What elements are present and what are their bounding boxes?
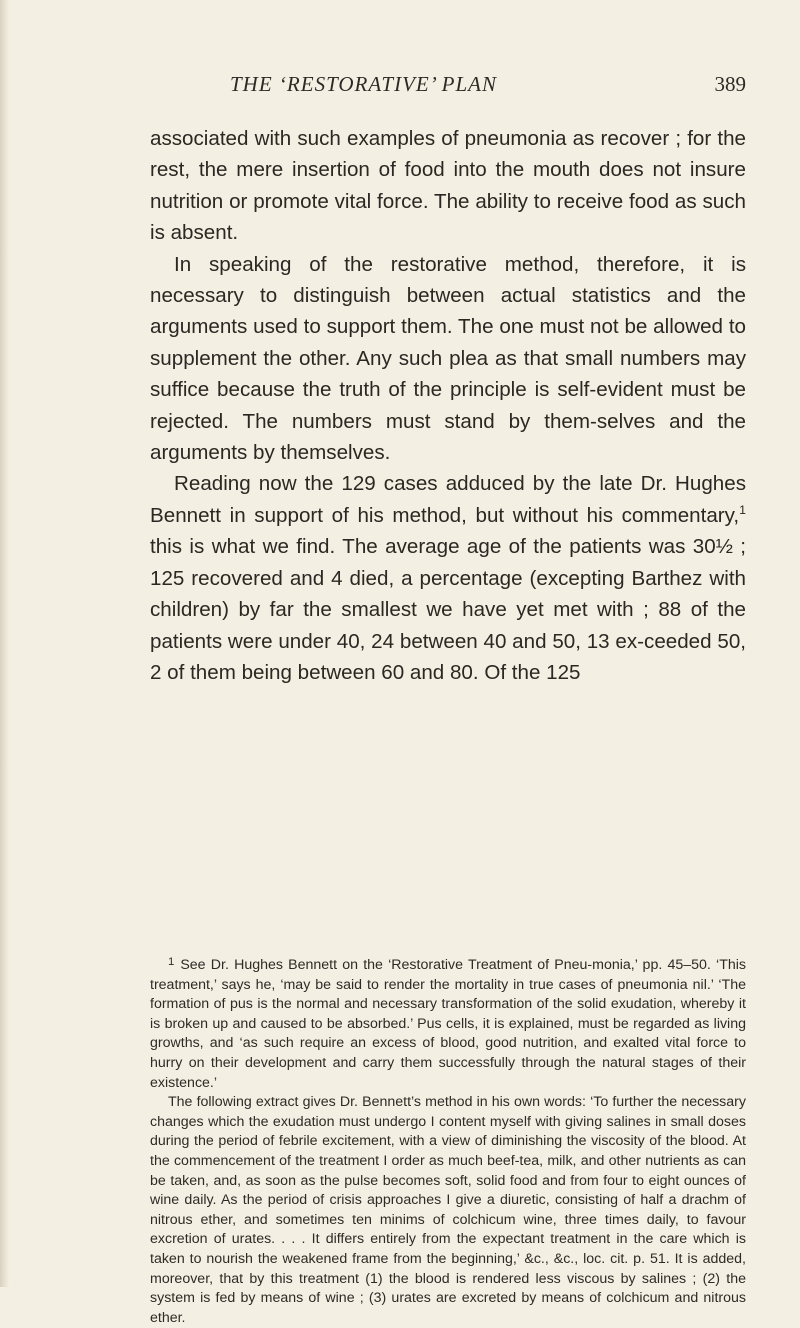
footnote-1-continuation: The following extract gives Dr. Bennett’s method in his own words: ‘To further the necessary changes which the exudation must undergo I content myself with giving salines in small doses during the period of febrile excitement, with a view of diminishing the viscosity of the blood. At the commencement of the treatment I order as much beef-tea, milk, and other nutrients as can be taken, and, as soon as the pulse becomes soft, solid food and from four to eight ounces of wine daily. As the period of crisis approaches I give a diuretic, consisting of half a drachm of nitrous ether, and sometimes ten minims of colchicum wine, three times daily, to favour excretion of urates. . . . It differs entirely from the expectant treatment in the care which is taken to nourish the weakened frame from the beginning,’ &c., &c., loc. cit. p. 51. It is added, moreover, that by this treatment (1) the blood is rendered less viscous by salines ; (2) the system is fed by means of wine ; (3) urates are excreted by means of colchicum and nitrous ether. (150, 1094, 746, 1326)
page-edge (0, 0, 9, 1287)
footnotes (150, 953, 746, 1328)
footnote-marker: 1 (168, 956, 175, 968)
footnote-reference: 1 (739, 503, 746, 518)
paragraph-1: associated with such examples of pneumonia as recover ; for the rest, the mere insertion of food into the mouth does not insure nutrition or promote vital force. The ability to receive food as such is absent. (150, 127, 746, 245)
footnote-1-text: See Dr. Hughes Bennett on the ‘Restorative Treatment of Pneu-monia,’ pp. 45–50. ‘This treatment,’ says he, ‘may be said to render the mortality in true cases of pneumonia nil.’ ‘The formation of pus is the normal and necessary transformation of the solid exudation, whereby it is broken up and caused to be absorbed.’ Pus cells, it is explained, must be regarded as living growths, and ‘as such require an excess of blood, good nutrition, and exalted vital force to hurry on their development and carry them successfully through the natural stages of their existence.’ (150, 957, 746, 1091)
paragraph-3-part-b: this is what we find. The average age of the patients was 30½ ; 125 recovered and 4 died, a percentage (excepting Barthez with children) by far the smallest we have yet met with ; 88 of the patients were under 40, 24 between 40 and 50, 13 ex-ceeded 50, 2 of them being between 60 and 80. Of the 125 (150, 535, 746, 684)
footnote-1 (150, 953, 746, 1093)
page-header (150, 72, 746, 112)
body-text (150, 123, 746, 688)
page-number: 389 (714, 72, 746, 96)
paragraph-3 (150, 468, 746, 688)
paragraph-2: In speaking of the restorative method, therefore, it is necessary to distinguish between actual statistics and the arguments used to support them. The one must not be allowed to supplement the other. Any such plea as that small numbers may suffice because the truth of the principle is self-evident must be rejected. The numbers must stand by them-selves and the arguments by themselves. (150, 252, 746, 465)
paragraph-3-part-a: Reading now the 129 cases adduced by the late Dr. Hughes Bennett in support of his method, but without his commentary, (150, 472, 746, 527)
running-title: THE ‘RESTORATIVE’ PLAN (230, 72, 497, 96)
